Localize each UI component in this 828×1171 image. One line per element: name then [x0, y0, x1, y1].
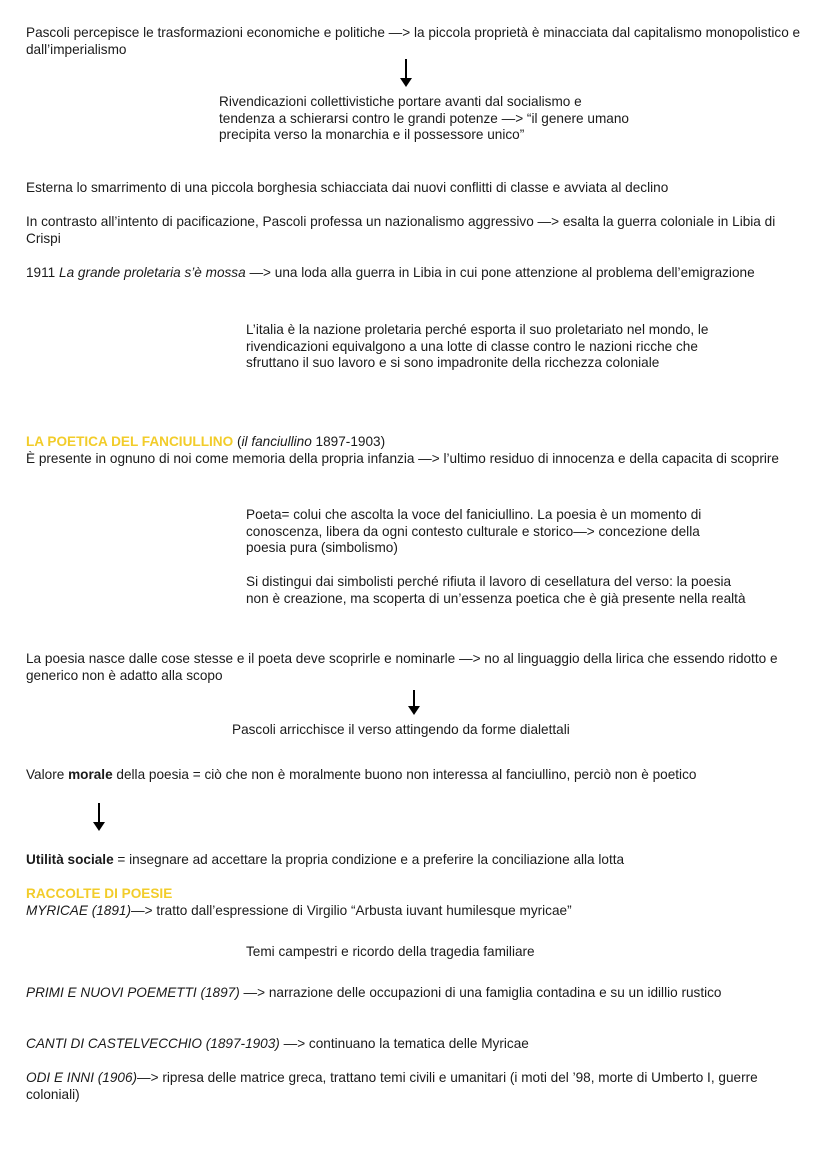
arrow-down-icon	[413, 690, 415, 707]
bold-term: morale	[68, 767, 113, 782]
work-title: MYRICAE (1891)	[26, 903, 132, 918]
paragraph-valore-morale	[26, 767, 821, 784]
arrow-down-icon	[98, 803, 100, 823]
paragraph-fanciullino-memoria: È presente in ognuno di noi come memoria della propria infanzia —> l’ultimo residuo di innocenza e della capacita di scoprire	[26, 451, 779, 466]
work-item	[26, 1070, 811, 1103]
section-heading-fanciullino	[26, 434, 811, 451]
paragraph-dialettali: Pascoli arricchisce il verso attingendo da forme dialettali	[232, 722, 570, 737]
work-item	[26, 1036, 811, 1053]
section-title: LA POETICA DEL FANCIULLINO	[26, 434, 234, 449]
section-heading-raccolte: RACCOLTE DI POESIE	[26, 886, 173, 901]
text-pre: Valore	[26, 767, 69, 782]
paragraph-socialism: Rivendicazioni collettivistiche portare avanti dal socialismo e tendenza a schierarsi contro le grandi potenze —> “il genere umano precipita verso la monarchia e il possessore unico”	[219, 94, 629, 142]
paragraph-rest: —> una loda alla guerra in Libia in cui pone attenzione al problema dell’emigrazione	[245, 265, 755, 280]
paragraph-poesia-cose: La poesia nasce dalle cose stesse e il poeta deve scoprirle e nominarle —> no al linguaggio della lirica che essendo ridotto e generico non è adatto alla scopo	[26, 651, 778, 683]
work-description: —> tratto dall’espressione di Virgilio “Arbusta iuvant humilesque myricae”	[131, 903, 572, 918]
work-title: PRIMI E NUOVI POEMETTI (1897)	[26, 985, 240, 1000]
work-item	[26, 985, 786, 1002]
bold-term: Utilità sociale	[26, 852, 114, 867]
paragraph-simbolisti: Si distingui dai simbolisti perché rifiuta il lavoro di cesellatura del verso: la poesia non è creazione, ma scoperta di un’essenza poetica che è già presente nella realtà	[246, 574, 746, 606]
work-description: —> narrazione delle occupazioni di una famiglia contadina e su un idillio rustico	[239, 985, 722, 1000]
section-subtitle: il fanciullino	[241, 434, 312, 449]
work-description: —> ripresa delle matrice greca, trattano temi civili e umanitari (i moti del ’98, morte di Umberto I, guerre coloniali)	[26, 1070, 758, 1102]
paragraph-temi-campestri: Temi campestri e ricordo della tragedia familiare	[246, 944, 535, 959]
paragraph-poeta: Poeta= colui che ascolta la voce del faniciullino. La poesia è un momento di conoscenza, libera da ogni contesto culturale e storico—> concezione della poesia pura (simbolismo)	[246, 507, 702, 555]
paragraph-utilita-sociale	[26, 852, 811, 869]
work-title: La grande proletaria s’è mossa	[59, 265, 246, 280]
paragraph-italia-proletaria: L’italia è la nazione proletaria perché esporta il suo proletariato nel mondo, le rivendicazioni equivalgono a una lotte di classe contro le nazioni ricche che sfruttano il suo lavoro e si sono impadronite della ricchezza coloniale	[246, 322, 709, 370]
year-text: 1911	[26, 265, 60, 280]
paragraph-capitalism: Pascoli percepisce le trasformazioni economiche e politiche —> la piccola proprietà è minacciata dal capitalismo monopolistico e dall’imperialismo	[26, 25, 801, 57]
section-subtitle-years: 1897-1903)	[311, 434, 386, 449]
work-item	[26, 903, 811, 920]
work-title: ODI E INNI (1906)	[26, 1070, 138, 1085]
paragraph-rest: = insegnare ad accettare la propria condizione e a preferire la conciliazione alla lotta	[113, 852, 625, 867]
work-description: —> continuano la tematica delle Myricae	[279, 1036, 529, 1051]
paragraph-nazionalismo: In contrasto all’intento di pacificazione, Pascoli professa un nazionalismo aggressivo —> esalta la guerra coloniale in Libia di Crispi	[26, 214, 776, 246]
paragraph-grande-proletaria	[26, 265, 786, 282]
paren-open: (	[233, 434, 242, 449]
paragraph-borghesia: Esterna lo smarrimento di una piccola borghesia schiacciata dai nuovi conflitti di classe e avviata al declino	[26, 180, 669, 195]
work-title: CANTI DI CASTELVECCHIO (1897-1903)	[26, 1036, 280, 1051]
paragraph-rest: della poesia = ciò che non è moralmente buono non interessa al fanciullino, perciò non è poetico	[112, 767, 697, 782]
arrow-down-icon	[405, 59, 407, 79]
